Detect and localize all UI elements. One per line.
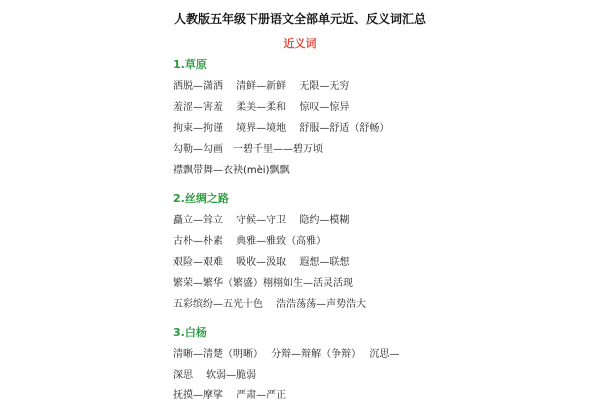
unit-heading: 3.白杨 — [173, 326, 207, 339]
word-pair-line: 清晰—清楚（明晰） 分辩—辩解（争辩） 沉思— — [173, 349, 400, 360]
word-pair-line: 艰险—艰难 吸收—汲取 遐想—联想 — [173, 257, 350, 268]
word-pair-line: 五彩缤纷—五光十色 浩浩荡荡—声势浩大 — [173, 299, 367, 310]
word-pair-line: 羞涩—害羞 柔美—柔和 惊叹—惊异 — [173, 102, 350, 113]
word-pair-line: 深思 软弱—脆弱 — [173, 370, 257, 381]
word-pair-line: 古朴—朴素 典雅—雅致（高雅） — [173, 236, 327, 247]
word-pair-line: 矗立—耸立 守候—守卫 隐约—模糊 — [173, 215, 350, 226]
word-pair-line: 抚摸—摩挲 严肃—严正 — [173, 390, 287, 400]
word-pair-line: 拘束—拘谨 境界—境地 舒服—舒适（舒畅） — [173, 123, 390, 134]
unit-heading: 2.丝绸之路 — [173, 192, 229, 205]
word-pair-line: 繁荣—繁华（繁盛）栩栩如生—活灵活现 — [173, 278, 353, 289]
word-pair-line: 勾勒—勾画 一碧千里——碧万顷 — [173, 144, 323, 155]
word-pair-line: 洒脱—潇洒 清鲜—新鲜 无限—无穷 — [173, 81, 350, 92]
word-pair-line: 襟飘带舞—衣袂(mèi)飘飘 — [173, 165, 290, 176]
section-heading-synonyms: 近义词 — [283, 37, 317, 50]
document-title: 人教版五年级下册语文全部单元近、反义词汇总 — [173, 12, 426, 26]
unit-heading: 1.草原 — [173, 58, 207, 71]
